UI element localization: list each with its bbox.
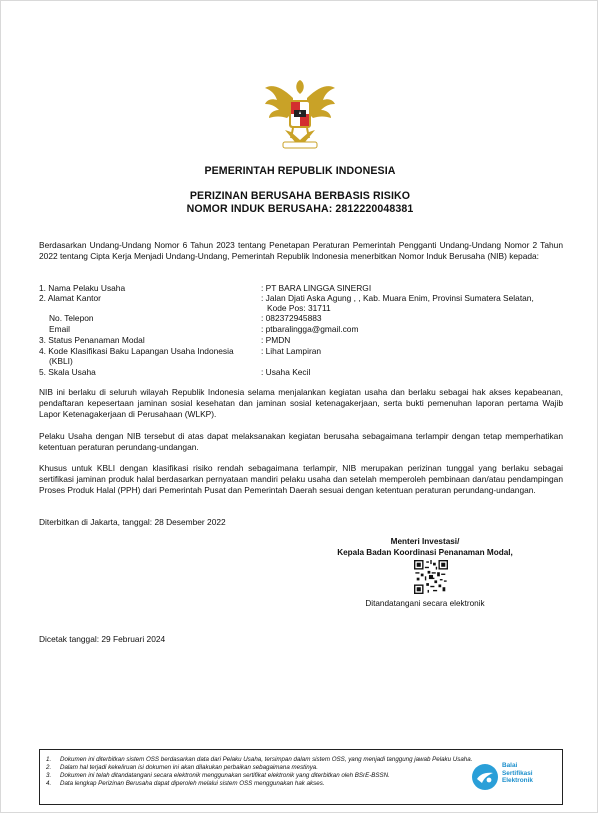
- detail-value: : ptbaralingga@gmail.com: [261, 324, 359, 334]
- government-title: PEMERINTAH REPUBLIK INDONESIA: [204, 165, 396, 177]
- detail-label: 1. Nama Pelaku Usaha: [39, 283, 126, 293]
- detail-value: : Jalan Djati Aska Agung , , Kab. Muara Enim, Provinsi Sumatera Selatan,: [261, 293, 534, 303]
- printed-date: Dicetak tanggal: 29 Februari 2024: [39, 634, 166, 644]
- detail-label: 5. Skala Usaha: [39, 367, 96, 377]
- halal-paragraph: Khusus untuk KBLI dengan klasifikasi risiko rendah sebagaimana terlampir, NIB merupakan perizinan tunggal yang berlaku sebagai sertifikasi jaminan produk halal berdasarkan pernyataan mandiri pelaku usaha dan setelah memperoleh pembinaan dan/atau pendampingan Proses Produk Halal (PPH) dari Pemerintah Pusat dan Pemerintah Daerah sesuai dengan ketentuan peraturan perundang-undangan.: [39, 463, 563, 495]
- footer-note: [46, 756, 476, 764]
- detail-value: Kode Pos: 31711: [267, 303, 331, 313]
- note-text: Dalam hal terjadi kekeliruan isi dokumen ini akan dilakukan perbaikan sebagaimana mestinya.: [60, 764, 318, 771]
- signatory-office: Kepala Badan Koordinasi Penanaman Modal,: [337, 548, 513, 557]
- bsre-logo-icon: [472, 764, 498, 790]
- detail-value: : 082372945883: [261, 313, 322, 323]
- intro-paragraph: Berdasarkan Undang-Undang Nomor 6 Tahun 2023 tentang Penetapan Peraturan Pemerintah Pengganti Undang-Undang Nomor 2 Tahun 2022 tentang Cipta Kerja Menjadi Undang-Undang, Pemerintah Republik Indonesia menerbitkan Nomor Induk Berusaha (NIB) kepada:: [39, 240, 563, 261]
- permit-title: PERIZINAN BERUSAHA BERBASIS RISIKO: [189, 190, 411, 202]
- note-number: 1.: [46, 756, 52, 763]
- business-paragraph: Pelaku Usaha dengan NIB tersebut di atas dapat melaksanakan kegiatan berusaha sebagaimana terlampir dengan tetap memperhatikan ketentuan peraturan perundang-undangan.: [39, 431, 563, 452]
- nib-number: NOMOR INDUK BERUSAHA: 2812220048381: [186, 203, 414, 215]
- signatory-title: Menteri Investasi/: [390, 537, 460, 546]
- detail-value: : PMDN: [261, 335, 291, 345]
- note-text: Dokumen ini telah ditandatangani secara elektronik menggunakan sertifikat elektronik yang diterbitkan oleh BSrE-BSSN.: [60, 772, 390, 779]
- logo-line: Balai: [502, 762, 518, 769]
- detail-label: 4. Kode Klasifikasi Baku Lapangan Usaha Indonesia: [39, 346, 234, 356]
- detail-label: No. Telepon: [49, 313, 94, 323]
- note-number: 2.: [46, 764, 52, 771]
- note-text: Data lengkap Perizinan Berusaha dapat diperoleh melalui sistem OSS menggunakan hak akses.: [60, 780, 325, 787]
- qr-code-icon: [414, 560, 448, 594]
- note-number: 4.: [46, 780, 52, 787]
- footer-note: [46, 764, 476, 772]
- footer-note: [46, 772, 476, 780]
- detail-value: : Usaha Kecil: [261, 367, 311, 377]
- electronic-signature-note: Ditandatangani secara elektronik: [365, 599, 485, 608]
- detail-label: 2. Alamat Kantor: [39, 293, 101, 303]
- footer-notes-box: [39, 749, 563, 805]
- logo-line: Sertifikasi: [502, 769, 533, 777]
- footer-note: [46, 780, 476, 788]
- bsre-logo: [472, 761, 556, 797]
- bsre-logo-text: [502, 762, 533, 785]
- detail-value: : Lihat Lampiran: [261, 346, 322, 356]
- detail-label: (KBLI): [49, 356, 73, 366]
- note-number: 3.: [46, 772, 52, 779]
- detail-label: Email: [49, 324, 70, 334]
- garuda-emblem-icon: [263, 76, 337, 154]
- note-text: Dokumen ini diterbitkan sistem OSS berdasarkan data dari Pelaku Usaha, tersimpan dalam sistem OSS, yang menjadi tanggung jawab Pelaku Usaha.: [60, 756, 473, 763]
- detail-value: : PT BARA LINGGA SINERGI: [261, 283, 372, 293]
- logo-line: Elektronik: [502, 777, 533, 785]
- validity-paragraph: NIB ini berlaku di seluruh wilayah Republik Indonesia selama menjalankan kegiatan usaha dan berlaku sebagai hak akses kepabeanan, pendaftaran kepesertaan jaminan sosial kesehatan dan jaminan sosial ketenagakerjaan, serta bukti pemenuhan laporan pertama Wajib Lapor Ketenagakerjaan di Perusahaan (WLKP).: [39, 387, 563, 419]
- detail-label: 3. Status Penanaman Modal: [39, 335, 145, 345]
- issued-date: Diterbitkan di Jakarta, tanggal: 28 Desember 2022: [39, 517, 226, 527]
- footer-notes-list: [46, 756, 476, 788]
